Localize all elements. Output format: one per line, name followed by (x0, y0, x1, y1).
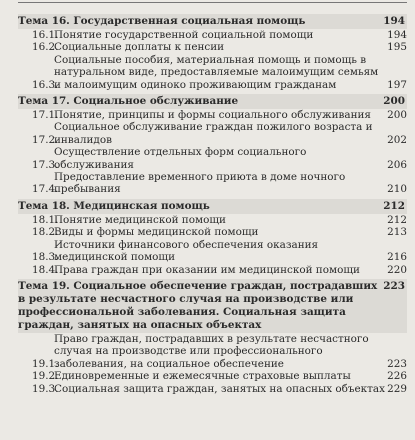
toc-topic-heading (18, 94, 407, 109)
entry-page-number: 195 (387, 41, 407, 54)
toc-topic-heading (18, 14, 407, 29)
entry-number: 16.3. (32, 78, 59, 91)
entry-title: Социальные пособия, материальная помощь и помощь в натуральном виде, предоставляемые малоимущим семьям и малоимущим одиноко проживающим гражданам (54, 53, 379, 91)
entry-number: 18.4. (32, 263, 59, 276)
entry-number: 18.3. (32, 251, 59, 264)
entry-page-number: 200 (387, 109, 407, 122)
topic-page-number: 194 (383, 15, 405, 27)
entry-number: 18.2. (32, 226, 59, 239)
entry-title: Предоставление временного приюта в доме ночного пребывания (54, 171, 346, 196)
toc-entry (18, 239, 407, 264)
toc-entry (18, 54, 407, 91)
entry-title: Осуществление отдельных форм социального обслуживания (54, 146, 307, 171)
entry-title: Понятие государственной социальной помощи (54, 29, 314, 41)
entry-page-number: 229 (387, 382, 407, 395)
entry-page-number: 194 (387, 29, 407, 41)
entry-page-number: 226 (387, 370, 407, 383)
entry-page-number: 220 (387, 263, 407, 276)
toc-topic-heading (18, 279, 407, 333)
entry-page-number: 210 (387, 183, 407, 196)
entry-title: Права граждан при оказании им медицинской помощи (54, 263, 360, 276)
toc-topic-heading (18, 199, 407, 214)
topic-page-number: 200 (383, 95, 405, 108)
topic-title: Тема 18. Медицинская помощь (18, 199, 210, 212)
entry-number: 16.1. (32, 29, 59, 41)
entry-title: Социальные доплаты к пенсии (54, 41, 225, 54)
entry-title: Источники финансового обеспечения оказания медицинской помощи (54, 238, 319, 264)
entry-page-number: 216 (387, 251, 407, 264)
topic-page-number: 212 (383, 199, 405, 212)
toc-entry (18, 121, 407, 146)
entry-title: Виды и формы медицинской помощи (54, 226, 259, 239)
toc-entry (18, 370, 407, 382)
entry-page-number: 197 (387, 78, 407, 91)
entry-page-number: 206 (387, 158, 407, 171)
topic-title: Тема 16. Государственная социальная помощь (18, 15, 306, 27)
entry-page-number: 223 (387, 357, 407, 370)
entry-title: Социальная защита граждан, занятых на опасных объектах (54, 382, 385, 395)
toc-entry (18, 214, 407, 226)
toc-entry (18, 29, 407, 41)
entry-number: 18.1. (32, 213, 59, 226)
entry-number: 17.3. (32, 158, 59, 171)
toc-entry (18, 333, 407, 370)
toc-section-16 (18, 14, 407, 91)
toc-entry (18, 264, 407, 276)
entry-page-number: 213 (387, 226, 407, 239)
topic-page-number: 223 (383, 279, 405, 292)
entry-number: 19.2. (32, 370, 59, 383)
entry-page-number: 202 (387, 133, 407, 146)
entry-title: Понятие медицинской помощи (54, 213, 226, 226)
entry-number: 17.1. (32, 109, 59, 122)
toc-section-19 (18, 279, 407, 395)
toc-entry (18, 226, 407, 238)
entry-title: Понятие, принципы и формы социального обслуживания (54, 109, 371, 122)
entry-title: Право граждан, пострадавших в результате несчастного случая на производстве или профессионального заболевания, на социальное обеспечение (54, 332, 369, 370)
toc-entry (18, 171, 407, 196)
entry-number: 17.4. (32, 183, 59, 196)
toc-entry (18, 109, 407, 121)
entry-number: 19.3. (32, 382, 59, 395)
entry-number: 16.2. (32, 41, 59, 54)
toc-section-18 (18, 199, 407, 276)
entry-number: 19.1. (32, 357, 59, 370)
toc-entry (18, 41, 407, 53)
topic-title: Тема 19. Социальное обеспечение граждан, пострадавших в результате несчастного случая на производстве или профессиональной заболевания. Социальная защита граждан, занятых на опасных объектах (18, 279, 378, 331)
entry-number: 17.2. (32, 133, 59, 146)
toc-entry (18, 146, 407, 171)
entry-page-number: 212 (387, 213, 407, 226)
entry-title: Единовременные и ежемесячные страховые выплаты (54, 370, 351, 383)
entry-title: Социальное обслуживание граждан пожилого возраста и инвалидов (54, 121, 373, 146)
topic-title: Тема 17. Социальное обслуживание (18, 95, 239, 108)
toc-entry (18, 383, 407, 395)
top-rule (18, 2, 407, 3)
toc-section-17 (18, 94, 407, 196)
